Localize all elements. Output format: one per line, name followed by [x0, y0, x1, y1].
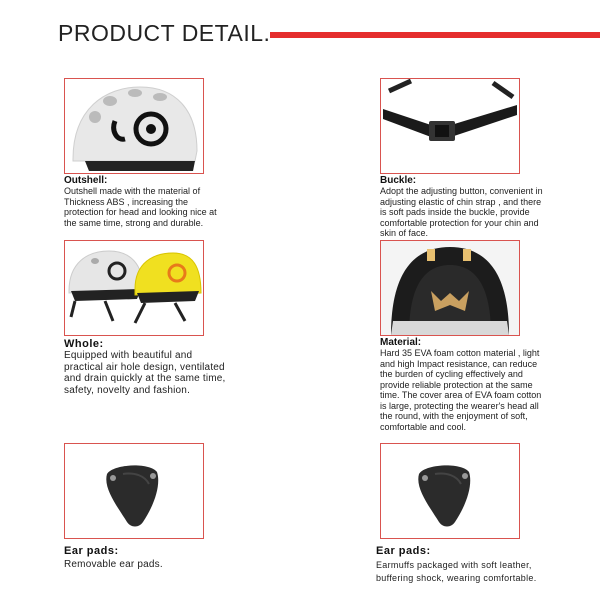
white-helmet-image: [65, 79, 203, 173]
header-accent-bar: [270, 32, 600, 38]
buckle-description: Adopt the adjusting button, convenient in adjusting elastic of chin strap , and there is soft pads inside the buckle, provide comfortable protection for your chin and skin of face.: [380, 186, 543, 238]
outshell-label: Outshell:: [64, 175, 108, 186]
helmet-interior-foam-image: [381, 241, 519, 335]
white-and-yellow-helmets-image: [65, 241, 203, 335]
chin-strap-buckle-image: [381, 79, 519, 173]
outshell-image-frame: [64, 78, 204, 174]
ear-pads-label-left: Ear pads:: [64, 545, 119, 557]
ear-pads-description-left: Removable ear pads.: [64, 559, 163, 570]
ear-pads-image-frame-left: [64, 443, 204, 539]
ear-pad-image-left: [65, 444, 203, 538]
material-description: Hard 35 EVA foam cotton material , light and high Impact resistance, can reduce the burden of cycling effectively and provide reliable protection at the same time. The cover area of EVA foam cotton is large, protecting the wearer's head all the round, with the enjoyment of soft, comfortable and cool.: [380, 348, 542, 432]
whole-image-frame: [64, 240, 204, 336]
buckle-image-frame: [380, 78, 520, 174]
outshell-description: Outshell made with the material of Thickness ABS , increasing the protection for head and looking nice at the same time, strong and durable.: [64, 186, 217, 228]
material-image-frame: [380, 240, 520, 336]
buckle-label: Buckle:: [380, 175, 417, 186]
whole-description: Equipped with beautiful and practical air hole design, ventilated and drain quickly at the same time, safety, novelty and fashion.: [64, 350, 226, 396]
ear-pads-description-right: Earmuffs packaged with soft leather, buffering shock, wearing comfortable.: [376, 560, 537, 583]
ear-pads-image-frame-right: [380, 443, 520, 539]
ear-pad-image-right: [381, 444, 519, 538]
page-title: PRODUCT DETAIL.: [58, 20, 271, 46]
whole-label: Whole:: [64, 338, 104, 350]
material-label: Material:: [380, 337, 422, 348]
ear-pads-label-right: Ear pads:: [376, 545, 431, 557]
